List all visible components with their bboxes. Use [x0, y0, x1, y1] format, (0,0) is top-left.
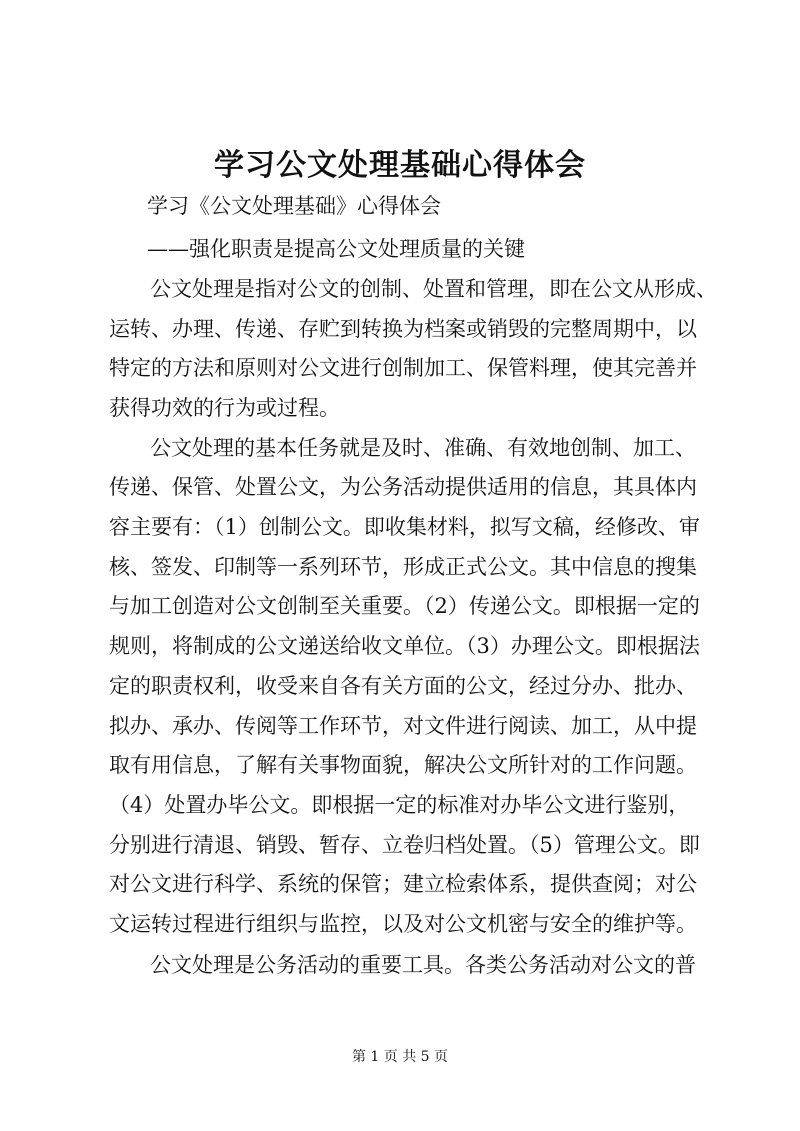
- paragraph-line: 与加工创造对公文创制至关重要。（2）传递公文。即根据一定的: [109, 594, 700, 618]
- paragraph-line: 传递、保管、处置公文，为公务活动提供适用的信息，其具体内: [109, 475, 697, 499]
- paragraph-line: 运转、办理、传递、存贮到转换为档案或销毁的完整周期中，以: [109, 317, 697, 341]
- paragraph-line: 定的职责权利，收受来自各有关方面的公文，经过分办、批办、: [109, 674, 697, 698]
- paragraph-line: 核、签发、印制等一系列环节，形成正式公文。其中信息的搜集: [109, 555, 697, 579]
- paragraph-line: 规则，将制成的公文递送给收文单位。（3）办理公文。即根据法: [109, 634, 700, 658]
- subtitle: 学习《公文处理基础》心得体会: [147, 194, 441, 218]
- paragraph-line: 文运转过程进行组织与监控，以及对公文机密与安全的维护等。: [109, 912, 697, 936]
- page-number: 第 1 页 共 5 页: [351, 1049, 449, 1065]
- paragraph-line: 取有用信息，了解有关事物面貌，解决公文所针对的工作问题。: [109, 753, 697, 777]
- subtitle-tagline: ——强化职责是提高公文处理质量的关键: [147, 237, 525, 261]
- paragraph-line: 公文处理是指对公文的创制、处置和管理，即在公文从形成、: [150, 277, 717, 301]
- paragraph-line: 容主要有：（1）创制公文。即收集材料，拟写文稿，经修改、审: [109, 515, 700, 539]
- paragraph-line: 拟办、承办、传阅等工作环节，对文件进行阅读、加工，从中提: [109, 714, 697, 738]
- document-title: 学习公文处理基础心得体会: [214, 148, 586, 183]
- paragraph-line: （4）处置办毕公文。即根据一定的标准对办毕公文进行鉴别，: [109, 793, 690, 817]
- paragraph-line: 对公文进行科学、系统的保管；建立检索体系，提供查阅；对公: [109, 872, 697, 896]
- paragraph-line: 获得功效的行为或过程。: [109, 396, 340, 420]
- paragraph-line: 公文处理是公务活动的重要工具。各类公务活动对公文的普: [150, 953, 696, 977]
- paragraph-line: 分别进行清退、销毁、暂存、立卷归档处置。（5）管理公文。即: [109, 833, 700, 857]
- paragraph-line: 特定的方法和原则对公文进行创制加工、保管料理，使其完善并: [109, 356, 697, 380]
- paragraph-line: 公文处理的基本任务就是及时、准确、有效地创制、加工、: [150, 436, 696, 460]
